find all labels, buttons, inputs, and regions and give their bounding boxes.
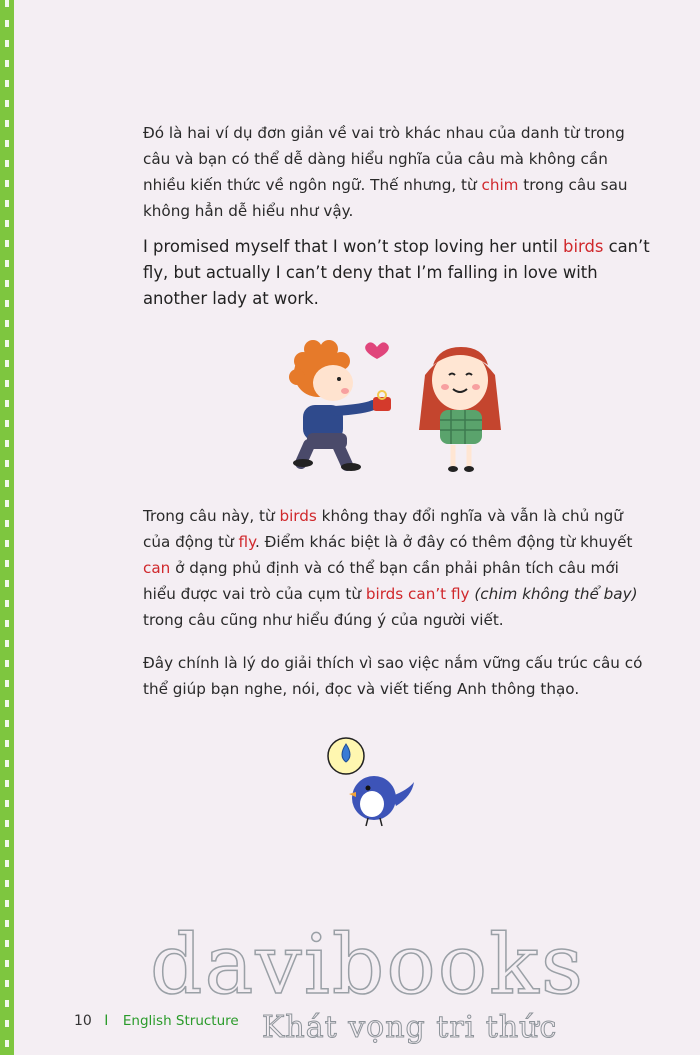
proposal-illustration [285,325,530,475]
paragraph-text: trong câu sau không hẳn dễ hiểu như vậy. [143,176,628,220]
paragraph-explanation [143,503,648,633]
english-example-sentence [143,234,663,312]
speech-bubble-icon [328,738,364,774]
paragraph-text: . Điểm khác biệt là ở đây có thêm động từ khuyết [254,533,633,551]
paragraph-text: không thay đổi nghĩa và vẫn là chủ ngữ của động từ [143,507,623,551]
highlight-phrase-birds-cant-fly: birds can’t fly [365,585,470,603]
boy-figure [289,340,391,471]
highlight-word-fly: fly [238,533,255,551]
example-text: I promised myself that I won’t stop loving her until [143,237,564,256]
paragraph-intro [143,120,648,224]
footer-separator: I [104,1013,109,1029]
paragraph-conclusion: Đây chính là lý do giải thích vì sao việc nắm vững cấu trúc câu có thể giúp bạn nghe, nói, đọc và viết tiếng Anh thông thạo. [143,654,643,698]
paragraph-text: Đó là hai ví dụ đơn giản về vai trò khác nhau của danh từ trong câu và bạn có thể dễ dàng hiểu nghĩa của câu mà không cần nhiều kiến thức về ngôn ngữ. Thế nhưng, từ [143,124,625,194]
book-title: English Structure [122,1013,239,1029]
italic-translation: (chim không thể bay) [474,585,638,603]
bird-illustration [322,730,422,830]
example-text: can’t fly, but actually I can’t deny that I’m falling in love with another lady at work. [143,237,650,308]
paragraph-text: trong câu cũng như hiểu đúng ý của người viết. [143,611,504,629]
heart-icon [365,342,389,359]
girl-figure [419,347,501,472]
highlight-word-chim: chim [481,176,519,194]
page-number: 10 [74,1013,92,1029]
bird-icon [349,776,414,826]
watermark-brand: davibooks [150,918,585,1013]
highlight-word-can: can [143,559,171,577]
spine-dashes [5,0,9,1055]
watermark-tagline: Khát vọng tri thức [262,1010,558,1045]
paragraph-text: ở dạng phủ định và có thể bạn cần phải phân tích câu mới hiểu được vai trò của cụm từ [143,559,619,603]
paragraph-text: Trong câu này, từ [143,507,280,525]
highlight-word-birds: birds [279,507,317,525]
highlight-word-birds: birds [563,237,604,256]
page-footer [74,1013,239,1029]
